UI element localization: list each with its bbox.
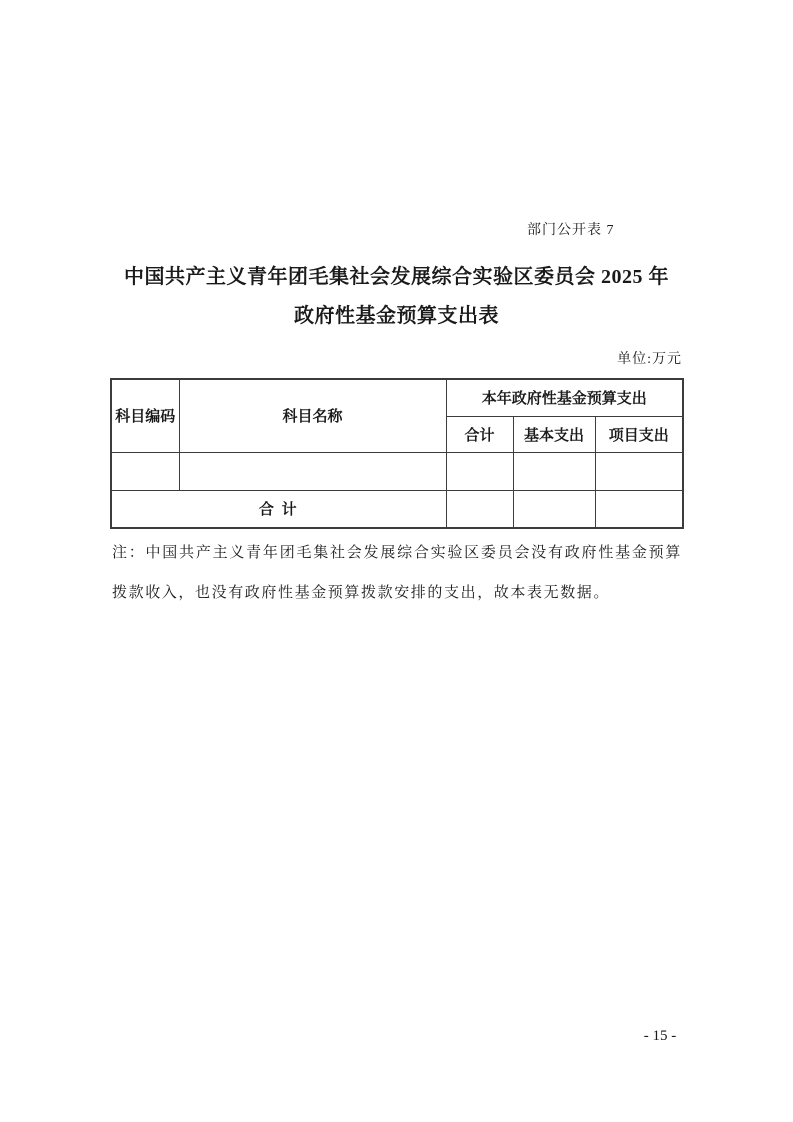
col-header-subject-name: 科目名称 [179, 379, 446, 452]
col-header-project-expenditure: 项目支出 [595, 416, 683, 452]
budget-table [110, 378, 684, 529]
doc-label: 部门公开表 7 [527, 223, 615, 238]
cell-project [595, 452, 683, 490]
table-row [111, 452, 683, 490]
total-row-label: 合 计 [111, 490, 446, 528]
total-row-basic [513, 490, 595, 528]
col-header-total: 合计 [446, 416, 513, 452]
cell-total [446, 452, 513, 490]
footnote: 注：中国共产主义青年团毛集社会发展综合实验区委员会没有政府性基金预算拨款收入，也没有政府性基金预算拨款安排的支出，故本表无数据。 [112, 545, 682, 601]
cell-subject-name [179, 452, 446, 490]
table-header-row-1 [111, 379, 683, 416]
cell-basic [513, 452, 595, 490]
page-title-line-2: 政府性基金预算支出表 [294, 305, 499, 327]
page-title-line-1: 中国共产主义青年团毛集社会发展综合实验区委员会 2025 年 [124, 266, 669, 288]
unit-label: 单位:万元 [617, 352, 682, 367]
total-row-project [595, 490, 683, 528]
total-row-total [446, 490, 513, 528]
page-title [0, 258, 793, 336]
col-header-current-year-fund-expenditure: 本年政府性基金预算支出 [446, 379, 683, 416]
table-total-row [111, 490, 683, 528]
cell-subject-code [111, 452, 179, 490]
page-number: - 15 - [643, 1028, 677, 1044]
col-header-subject-code: 科目编码 [111, 379, 179, 452]
col-header-basic-expenditure: 基本支出 [513, 416, 595, 452]
